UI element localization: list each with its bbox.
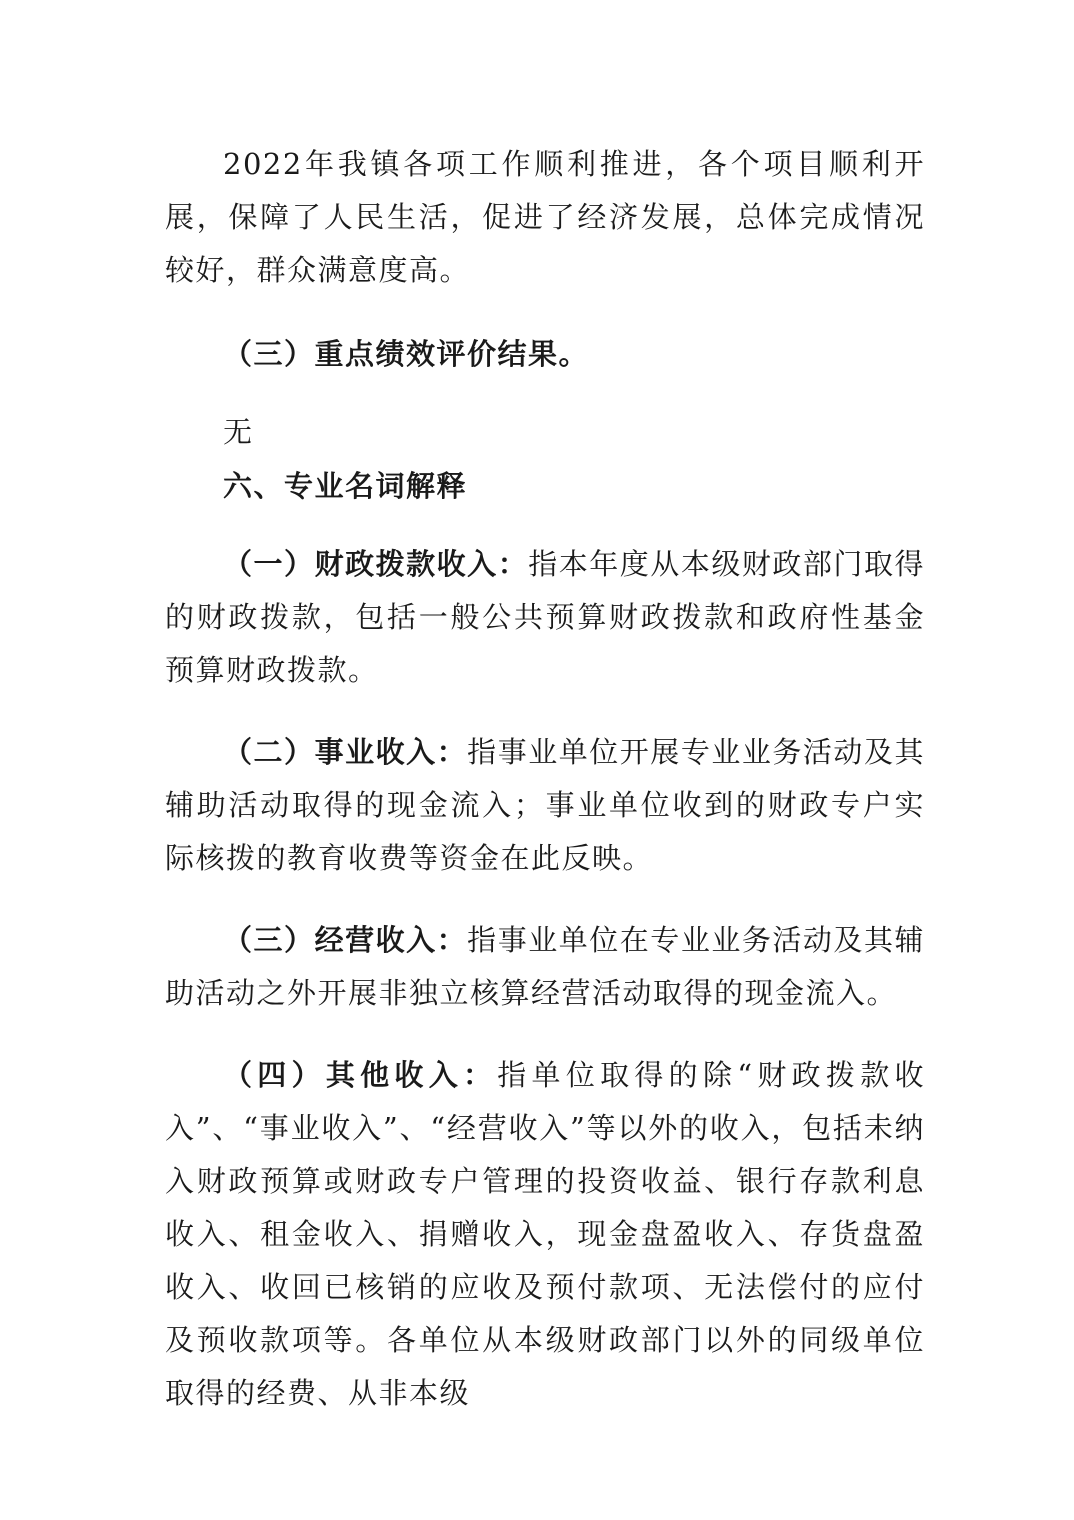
definition-text-3: 指事业单位在专业业务活动及其辅助活动之外开展非独立核算经营活动取得的现金流入。 — [165, 923, 925, 1010]
section-heading-key-evaluation — [165, 328, 925, 381]
chapter-heading-text: 六、专业名词解释 — [223, 469, 468, 503]
definition-paragraph-4 — [165, 1049, 925, 1420]
definition-term-2: （二）事业收入： — [223, 735, 468, 769]
definition-term-3: （三）经营收入： — [223, 923, 468, 957]
none-text: 无 — [223, 415, 254, 449]
chapter-heading-glossary — [165, 460, 925, 513]
definition-text-4: 指单位取得的除“财政拨款收入”、“事业收入”、“经营收入”等以外的收入，包括未纳入财政预算或财政专户管理的投资收益、银行存款利息收入、租金收入、捐赠收入，现金盘盈收入、存货盘盈收入、收回已核销的应收及预付款项、无法偿付的应付及预收款项等。各单位从本级财政部门以外的同级单位取得的经费、从非本级 — [165, 1058, 925, 1410]
definition-term-4: （四）其他收入： — [223, 1058, 498, 1092]
none-paragraph — [165, 406, 925, 459]
definition-paragraph-2 — [165, 726, 925, 885]
definition-text-2: 指事业单位开展专业业务活动及其辅助活动取得的现金流入；事业单位收到的财政专户实际核拨的教育收费等资金在此反映。 — [165, 735, 925, 875]
section-heading-text: （三）重点绩效评价结果。 — [223, 337, 590, 371]
definition-term-1: （一）财政拨款收入： — [223, 547, 529, 581]
definition-paragraph-3 — [165, 914, 925, 1020]
summary-text: 2022年我镇各项工作顺利推进，各个项目顺利开展，保障了人民生活，促进了经济发展，总体完成情况较好，群众满意度高。 — [165, 147, 925, 287]
definition-text-1: 指本年度从本级财政部门取得的财政拨款，包括一般公共预算财政拨款和政府性基金预算财政拨款。 — [165, 547, 925, 687]
summary-paragraph — [165, 138, 925, 297]
definition-paragraph-1 — [165, 538, 925, 697]
